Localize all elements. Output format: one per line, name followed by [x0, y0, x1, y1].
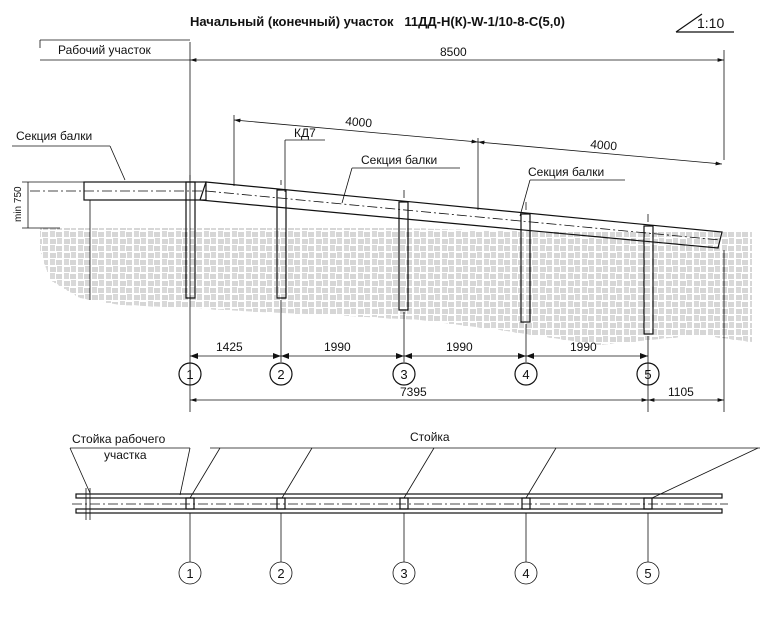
plan-post-number-5: 5 — [644, 566, 652, 581]
upper-span-2: 4000 — [589, 137, 618, 154]
end-overhang: 1105 — [668, 385, 694, 399]
dimension-overall — [190, 385, 724, 400]
post-number-2: 2 — [277, 367, 285, 382]
spacing-1: 1425 — [216, 340, 243, 354]
spacing-4: 1990 — [570, 340, 597, 354]
beam-left — [12, 129, 210, 200]
ground-hatch — [40, 228, 752, 345]
plan-post-number-2: 2 — [277, 566, 285, 581]
working-post-label-line1: Стойка рабочего — [72, 432, 166, 446]
post-number-5: 5 — [644, 367, 652, 382]
post-label: Стойка — [410, 430, 450, 444]
dimension-min-750 — [13, 182, 84, 228]
upper-span-1: 4000 — [344, 114, 373, 131]
slope-value: 1:10 — [697, 15, 725, 31]
working-post-label-line2: участка — [104, 448, 147, 462]
plan-post-number-3: 3 — [400, 566, 408, 581]
plan-post-number-1: 1 — [186, 566, 194, 581]
overall-post-length: 7395 — [400, 385, 427, 399]
callouts — [285, 126, 625, 216]
spacing-3: 1990 — [446, 340, 473, 354]
working-section-label: Рабочий участок — [58, 43, 151, 57]
dim-total-length: 8500 — [440, 45, 467, 59]
spacing-2: 1990 — [324, 340, 351, 354]
plan-view — [70, 430, 760, 584]
min-height-label: min 750 — [13, 186, 24, 222]
post-markers-elevation — [179, 363, 659, 385]
post-number-3: 3 — [400, 367, 408, 382]
beam-section-mid-label: Секция балки — [361, 153, 438, 167]
post-number-4: 4 — [522, 367, 530, 382]
slope-indicator — [676, 14, 734, 32]
plan-post-number-4: 4 — [522, 566, 530, 581]
post-number-1: 1 — [186, 367, 194, 382]
kd-label: КД7 — [294, 126, 316, 140]
beam-section-left-label: Секция балки — [16, 129, 93, 143]
working-section — [40, 40, 190, 60]
beam-section-right-label: Секция балки — [528, 165, 605, 179]
drawing-title: Начальный (конечный) участок 11ДД-Н(К)-W-1/10-8-С(5,0) — [190, 14, 565, 29]
